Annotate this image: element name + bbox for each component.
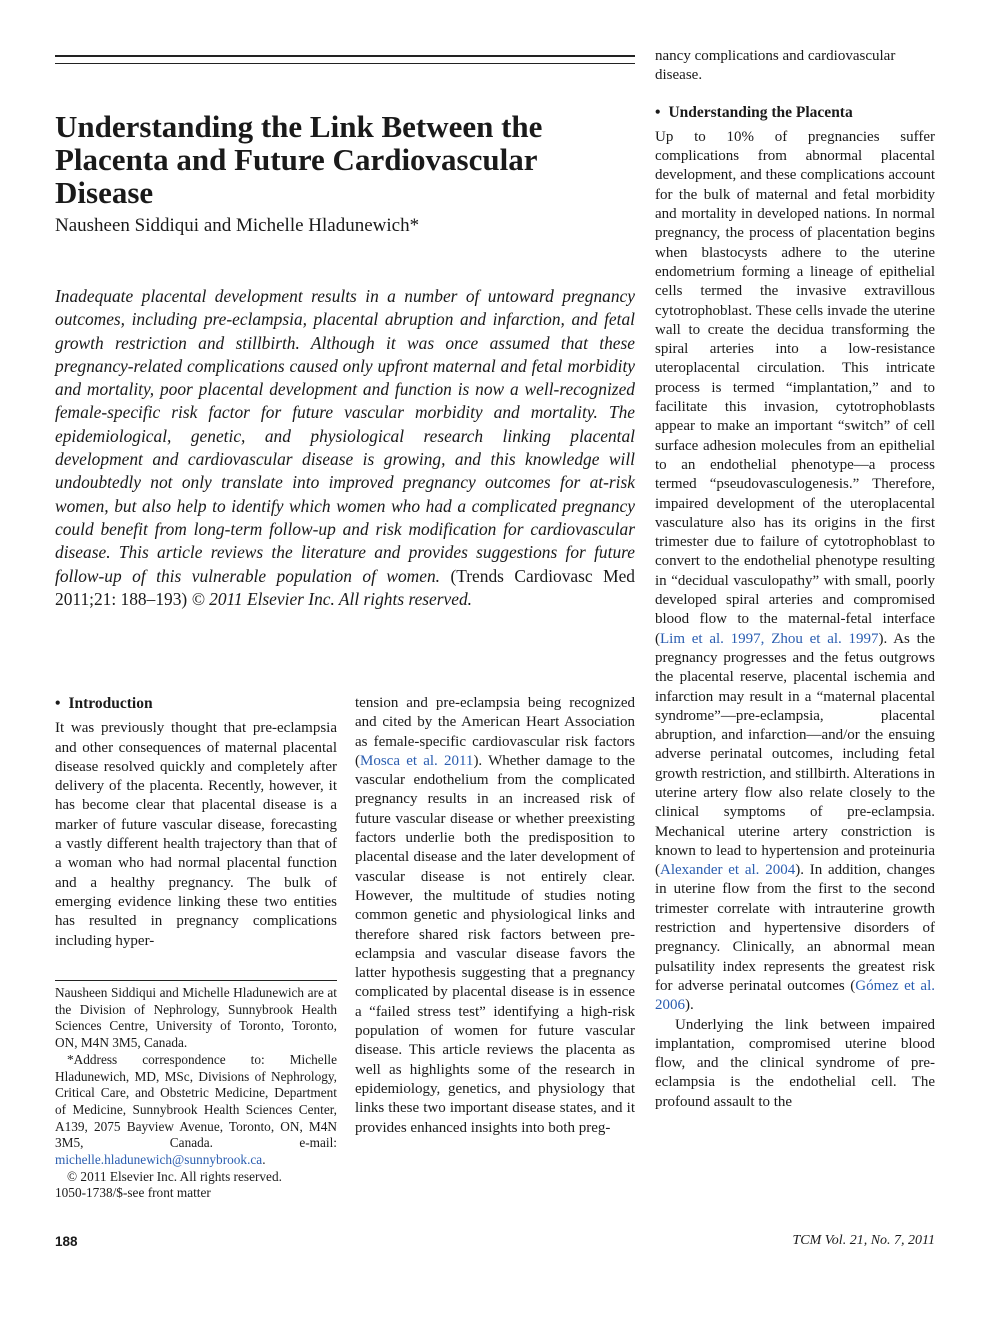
- bullet-icon: •: [55, 695, 61, 712]
- footnote-affiliation: Nausheen Siddiqui and Michelle Hladunewich are at the Division of Nephrology, Sunnybrook Health Sciences Centre, University of Toronto, Toronto, ON, M4N 3M5, Canada.: [55, 985, 337, 1051]
- page-number: 188: [55, 1234, 78, 1249]
- section-heading-label: Understanding the Placenta: [668, 103, 853, 121]
- citation-link[interactable]: Gómez et al. 2006: [655, 977, 936, 1014]
- citation-link[interactable]: Lim et al. 1997, Zhou et al. 1997: [660, 630, 879, 647]
- top-rule-thin: [55, 63, 635, 64]
- abstract-copyright: © 2011 Elsevier Inc. All rights reserved.: [191, 588, 473, 609]
- section-heading-introduction: [55, 694, 337, 713]
- section-heading-label: Introduction: [68, 695, 153, 712]
- continuation-text: nancy complications and cardiovascular disease.: [655, 48, 896, 84]
- abstract: [55, 285, 635, 611]
- right-column: [655, 47, 935, 1112]
- citation-link[interactable]: Mosca et al. 2011: [360, 752, 474, 769]
- footnote-issn: 1050-1738/$-see front matter: [55, 1185, 211, 1201]
- middle-paragraph: tension and pre-eclampsia being recognized and cited by the American Heart Association as female-specific cardiovascular risk factors (Mosca et al. 2011). Whether damage to the vascular endothelium from the complicated pregnancy results in an increased risk of future vascular disease or whether preexisting factors underlie both the predisposition to placental disease and the later development of vascular disease is not entirely clear. However, the multitude of studies noting common genetic and physiological links and therefore shared risk factors between pre-eclampsia and vascular disease favors the latter hypothesis suggesting that a pregnancy complicated by placental disease is in essence a “failed stress test” identifying a high-risk population of women for future vascular disease. This article reviews the placenta as well as highlights some of the research in epidemiology, genetics, and physiology that links these two important disease states, and it provides enhanced insights into both preg-: [355, 695, 635, 1136]
- placenta-paragraph-2: Underlying the link between impaired implantation, compromised uterine blood flow, and the clinical syndrome of pre-eclampsia is the endothelial cell. The profound assault to the: [655, 1016, 935, 1110]
- middle-column: [355, 694, 635, 1138]
- journal-info: TCM Vol. 21, No. 7, 2011: [792, 1233, 935, 1248]
- bullet-icon: •: [655, 103, 661, 121]
- section-heading-placenta: [655, 103, 935, 122]
- abstract-reference: (Trends Cardiovasc Med 2011;21: 188–193): [55, 565, 635, 609]
- footnote-rule: [55, 980, 337, 981]
- footnote-correspondence: *Address correspondence to: Michelle Hladunewich, MD, MSc, Divisions of Nephrology, Critical Care, and Obstetric Medicine, Department of Medicine, Sunnybrook Health Sciences Center, A139, 2075 Bayview Avenue, Toronto, ON, M4N 3M5, Canada. e-mail: michelle.hladunewich@sunnybrook.ca.: [55, 1051, 337, 1168]
- placenta-paragraph: Up to 10% of pregnancies suffer complications from abnormal placental development, and these complications account for the bulk of maternal and fetal morbidity and mortality in developed nations. In normal pregnancy, the process of placentation begins when blastocysts adhere to the uterine endometrium forming a lineage of epithelial cells termed the invasive extravillous cytotrophoblast. These cells invade the uterine wall to create the decidua transforming the spiral arteries into a low-resistance uteroplacental circulation. This intricate process is termed “implantation,” and to facilitate this invasion, cytotrophoblasts appear to make an important “switch” of cell surface adhesion molecules from an epithelial to an endothelial phenotype—a process termed “pseudovasculogenesis.” Therefore, impaired development of the uteroplacental vasculature also has its origins in the first trimester due to failure of cytotrophoblast to convert to the endothelial phenotype resulting in “decidual vasculopathy” with small, poorly developed spiral arteries and compromised blood flow to the maternal-fetal interface (Lim et al. 1997, Zhou et al. 1997). As the pregnancy progresses and the fetus outgrows the placental reserve, placental ischemia and infarction may result in a “maternal placental syndrome”—pre-eclampsia, placental abruption, and infarction—and/or the ensuing adverse perinatal outcomes, including fetal growth restriction, and stillbirth. Alterations in uterine artery flow also relate closely to the clinical symptoms of pre-eclampsia. Mechanical uterine artery constriction is known to lead to hypertension and proteinuria (Alexander et al. 2004). In addition, changes in uterine flow from the first to the second trimester correlate with intrauterine growth restriction and hypertensive disorders of pregnancy. Clinically, an abnormal mean pulsatility index represents the greatest risk for adverse perinatal outcomes (Gómez et al. 2006).: [655, 128, 936, 1014]
- author-line: Nausheen Siddiqui and Michelle Hladunewich*: [55, 215, 420, 236]
- intro-paragraph: It was previously thought that pre-eclampsia and other consequences of maternal placental disease resolved quickly and completely after delivery of the placenta. Recently, however, it has become clear that placental disease is a marker of future vascular disease, forecasting a vastly different health trajectory than that of a woman who had normal placental function and a healthy pregnancy. The bulk of emerging evidence linking these two entities has resulted in pregnancy complications including hyper-: [55, 720, 337, 949]
- email-link[interactable]: michelle.hladunewich@sunnybrook.ca: [55, 1152, 263, 1168]
- article-title: Understanding the Link Between the Placenta and Future Cardiovascular Disease: [55, 109, 543, 210]
- top-rule-thick: [55, 55, 635, 57]
- citation-link[interactable]: Alexander et al. 2004: [660, 862, 796, 879]
- footnote: [55, 985, 337, 1202]
- footnote-copyright: © 2011 Elsevier Inc. All rights reserved.: [67, 1168, 282, 1184]
- left-column: [55, 694, 337, 951]
- abstract-text: Inadequate placental development results in a number of untoward pregnancy outcomes, including pre-eclampsia, placental abruption and infarction, and fetal growth restriction and stillbirth. Although it was once assumed that these pregnancy-related complications caused only upfront maternal and fetal morbidity and mortality, poor placental development and function is now a well-recognized female-specific risk factor for future vascular morbidity and mortality. The epidemiological, genetic, and physiological research linking placental development and cardiovascular disease is growing, and this knowledge will undoubtedly not only translate into improved pregnancy outcomes for at-risk women, but also help to identify which women who had a complicated pregnancy could benefit from long-term follow-up and risk modification for cardiovascular disease. This article reviews the literature and provides suggestions for future follow-up of this vulnerable population of women.: [55, 286, 635, 586]
